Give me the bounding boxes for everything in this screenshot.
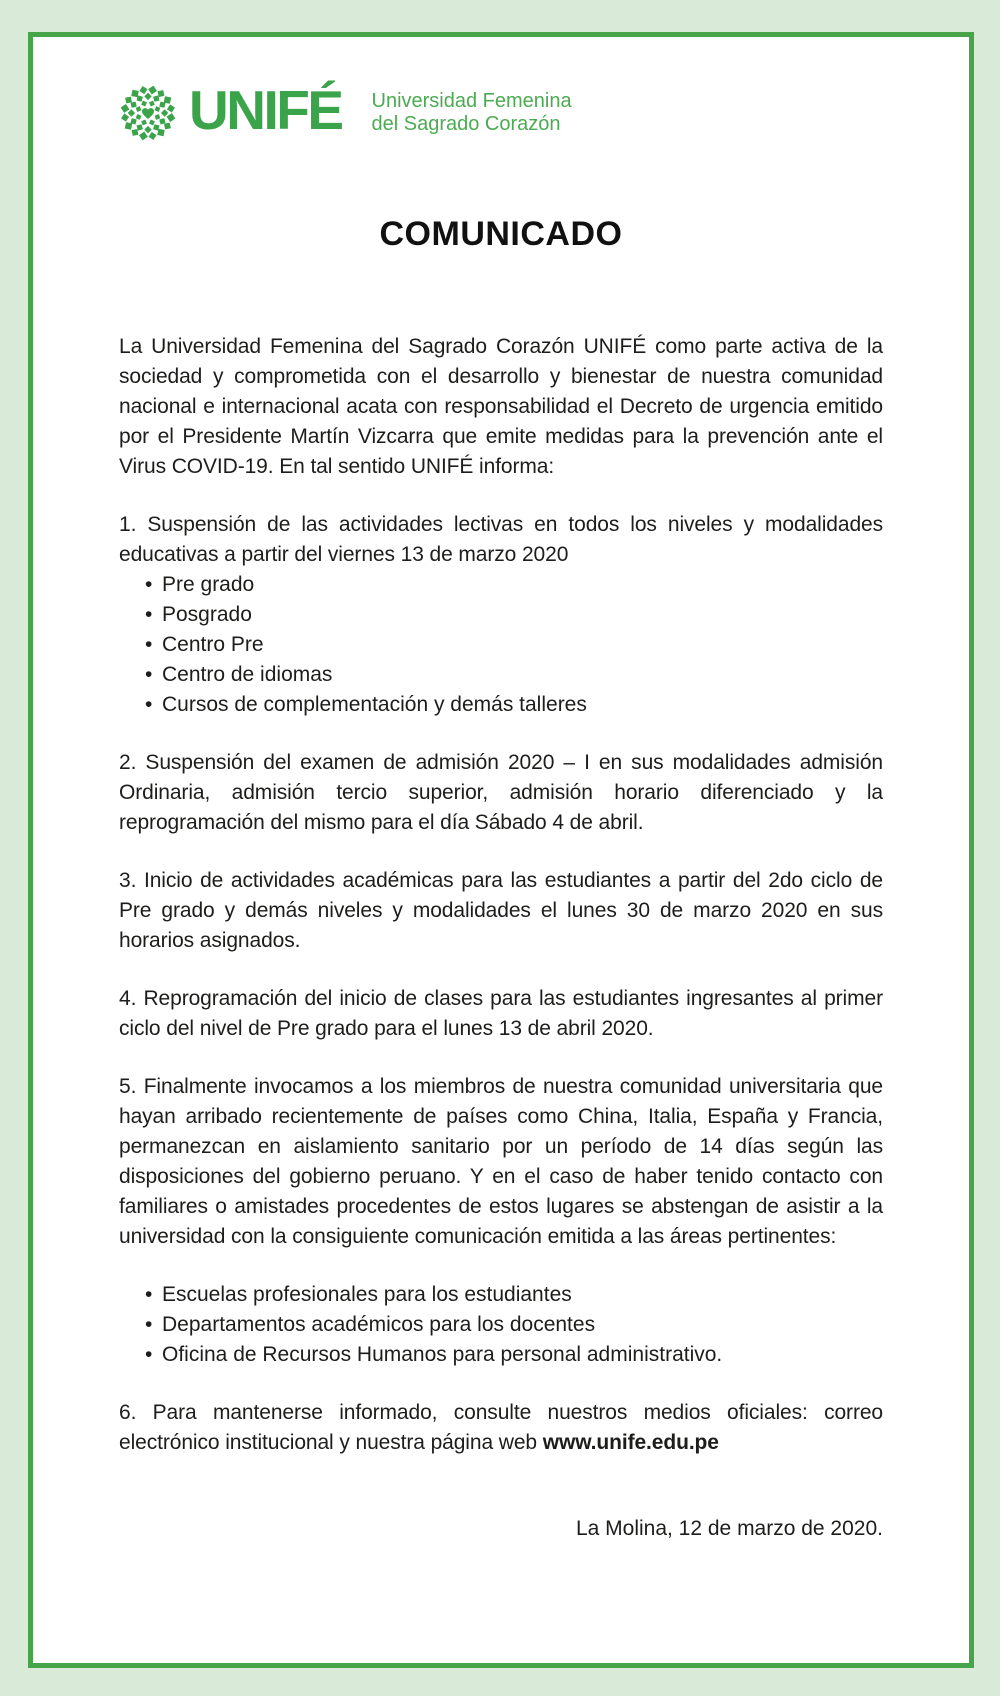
bullet-label: Centro de idiomas (162, 663, 333, 686)
item-paragraph-6 (119, 1398, 883, 1458)
item-paragraph-4: 4. Reprogramación del inicio de clases para las estudiantes ingresantes al primer ciclo del nivel de Pre grado para el lunes 13 de abril 2020. (119, 987, 883, 1040)
logo (119, 79, 883, 142)
item-paragraph-2: 2. Suspensión del examen de admisión 2020 – I en sus modalidades admisión Ordinaria, admisión tercio superior, admisión horario diferenciado y la reprogramación del mismo para el día Sábado 4 de abril. (119, 751, 883, 834)
bullet-label: Centro Pre (162, 633, 264, 656)
bullet-item (145, 630, 883, 660)
item-6-text: 6. Para mantenerse informado, consulte nuestros medios oficiales: correo electrónico institucional y nuestra página web (119, 1401, 883, 1454)
bullet-label: Cursos de complementación y demás talleres (162, 693, 587, 716)
heart-icon (142, 108, 154, 119)
item-5-bullet-list (119, 1280, 883, 1370)
bullet-item (145, 1310, 883, 1340)
item-paragraph-3: 3. Inicio de actividades académicas para las estudiantes a partir del 2do ciclo de Pre grado y demás niveles y modalidades el lunes 30 de marzo 2020 en sus horarios asignados. (119, 869, 883, 952)
intro-paragraph: La Universidad Femenina del Sagrado Corazón UNIFÉ como parte activa de la sociedad y comprometida con el desarrollo y bienestar de nuestra comunidad nacional e internacional acata con responsabilidad el Decreto de urgencia emitido por el Presidente Martín Vizcarra que emite medidas para la prevención ante el Virus COVID-19. En tal sentido UNIFÉ informa: (119, 335, 883, 478)
unife-rosette-icon (119, 84, 177, 142)
item-1-bullet-list (119, 570, 883, 720)
logo-subtitle-line-1: Universidad Femenina (371, 89, 572, 112)
bullet-item (145, 1280, 883, 1310)
document-title: COMUNICADO (379, 215, 623, 253)
bullet-label: Pre grado (162, 573, 255, 596)
item-paragraph-1: 1. Suspensión de las actividades lectivas en todos los niveles y modalidades educativas a partir del viernes 13 de marzo 2020 (119, 513, 883, 566)
bullet-item (145, 690, 883, 720)
bullet-item (145, 600, 883, 630)
date-line: La Molina, 12 de marzo de 2020. (575, 1517, 883, 1540)
document-sheet (28, 32, 974, 1668)
logo-subtitle (372, 90, 572, 136)
bullet-item (145, 1340, 883, 1370)
bullet-label: Escuelas profesionales para los estudiantes (162, 1283, 572, 1306)
item-paragraph-5: 5. Finalmente invocamos a los miembros de nuestra comunidad universitaria que hayan arribado recientemente de países como China, Italia, España y Francia, permanezcan en aislamiento sanitario por un período de 14 días según las disposiciones del gobierno peruano. Y en el caso de haber tenido contacto con familiares o amistades procedentes de estos lugares se abstengan de asistir a la universidad con la consiguiente comunicación emitida a las áreas pertinentes: (119, 1075, 883, 1248)
bullet-label: Departamentos académicos para los docentes (162, 1313, 596, 1336)
logo-subtitle-line-2: del Sagrado Corazón (371, 112, 561, 135)
logo-acronym: UNIFÉ (189, 79, 342, 141)
bullet-label: Posgrado (162, 603, 252, 626)
bullet-label: Oficina de Recursos Humanos para personal administrativo. (162, 1343, 723, 1366)
bullet-item (145, 660, 883, 690)
website-url: www.unife.edu.pe (542, 1431, 719, 1454)
bullet-item (145, 570, 883, 600)
